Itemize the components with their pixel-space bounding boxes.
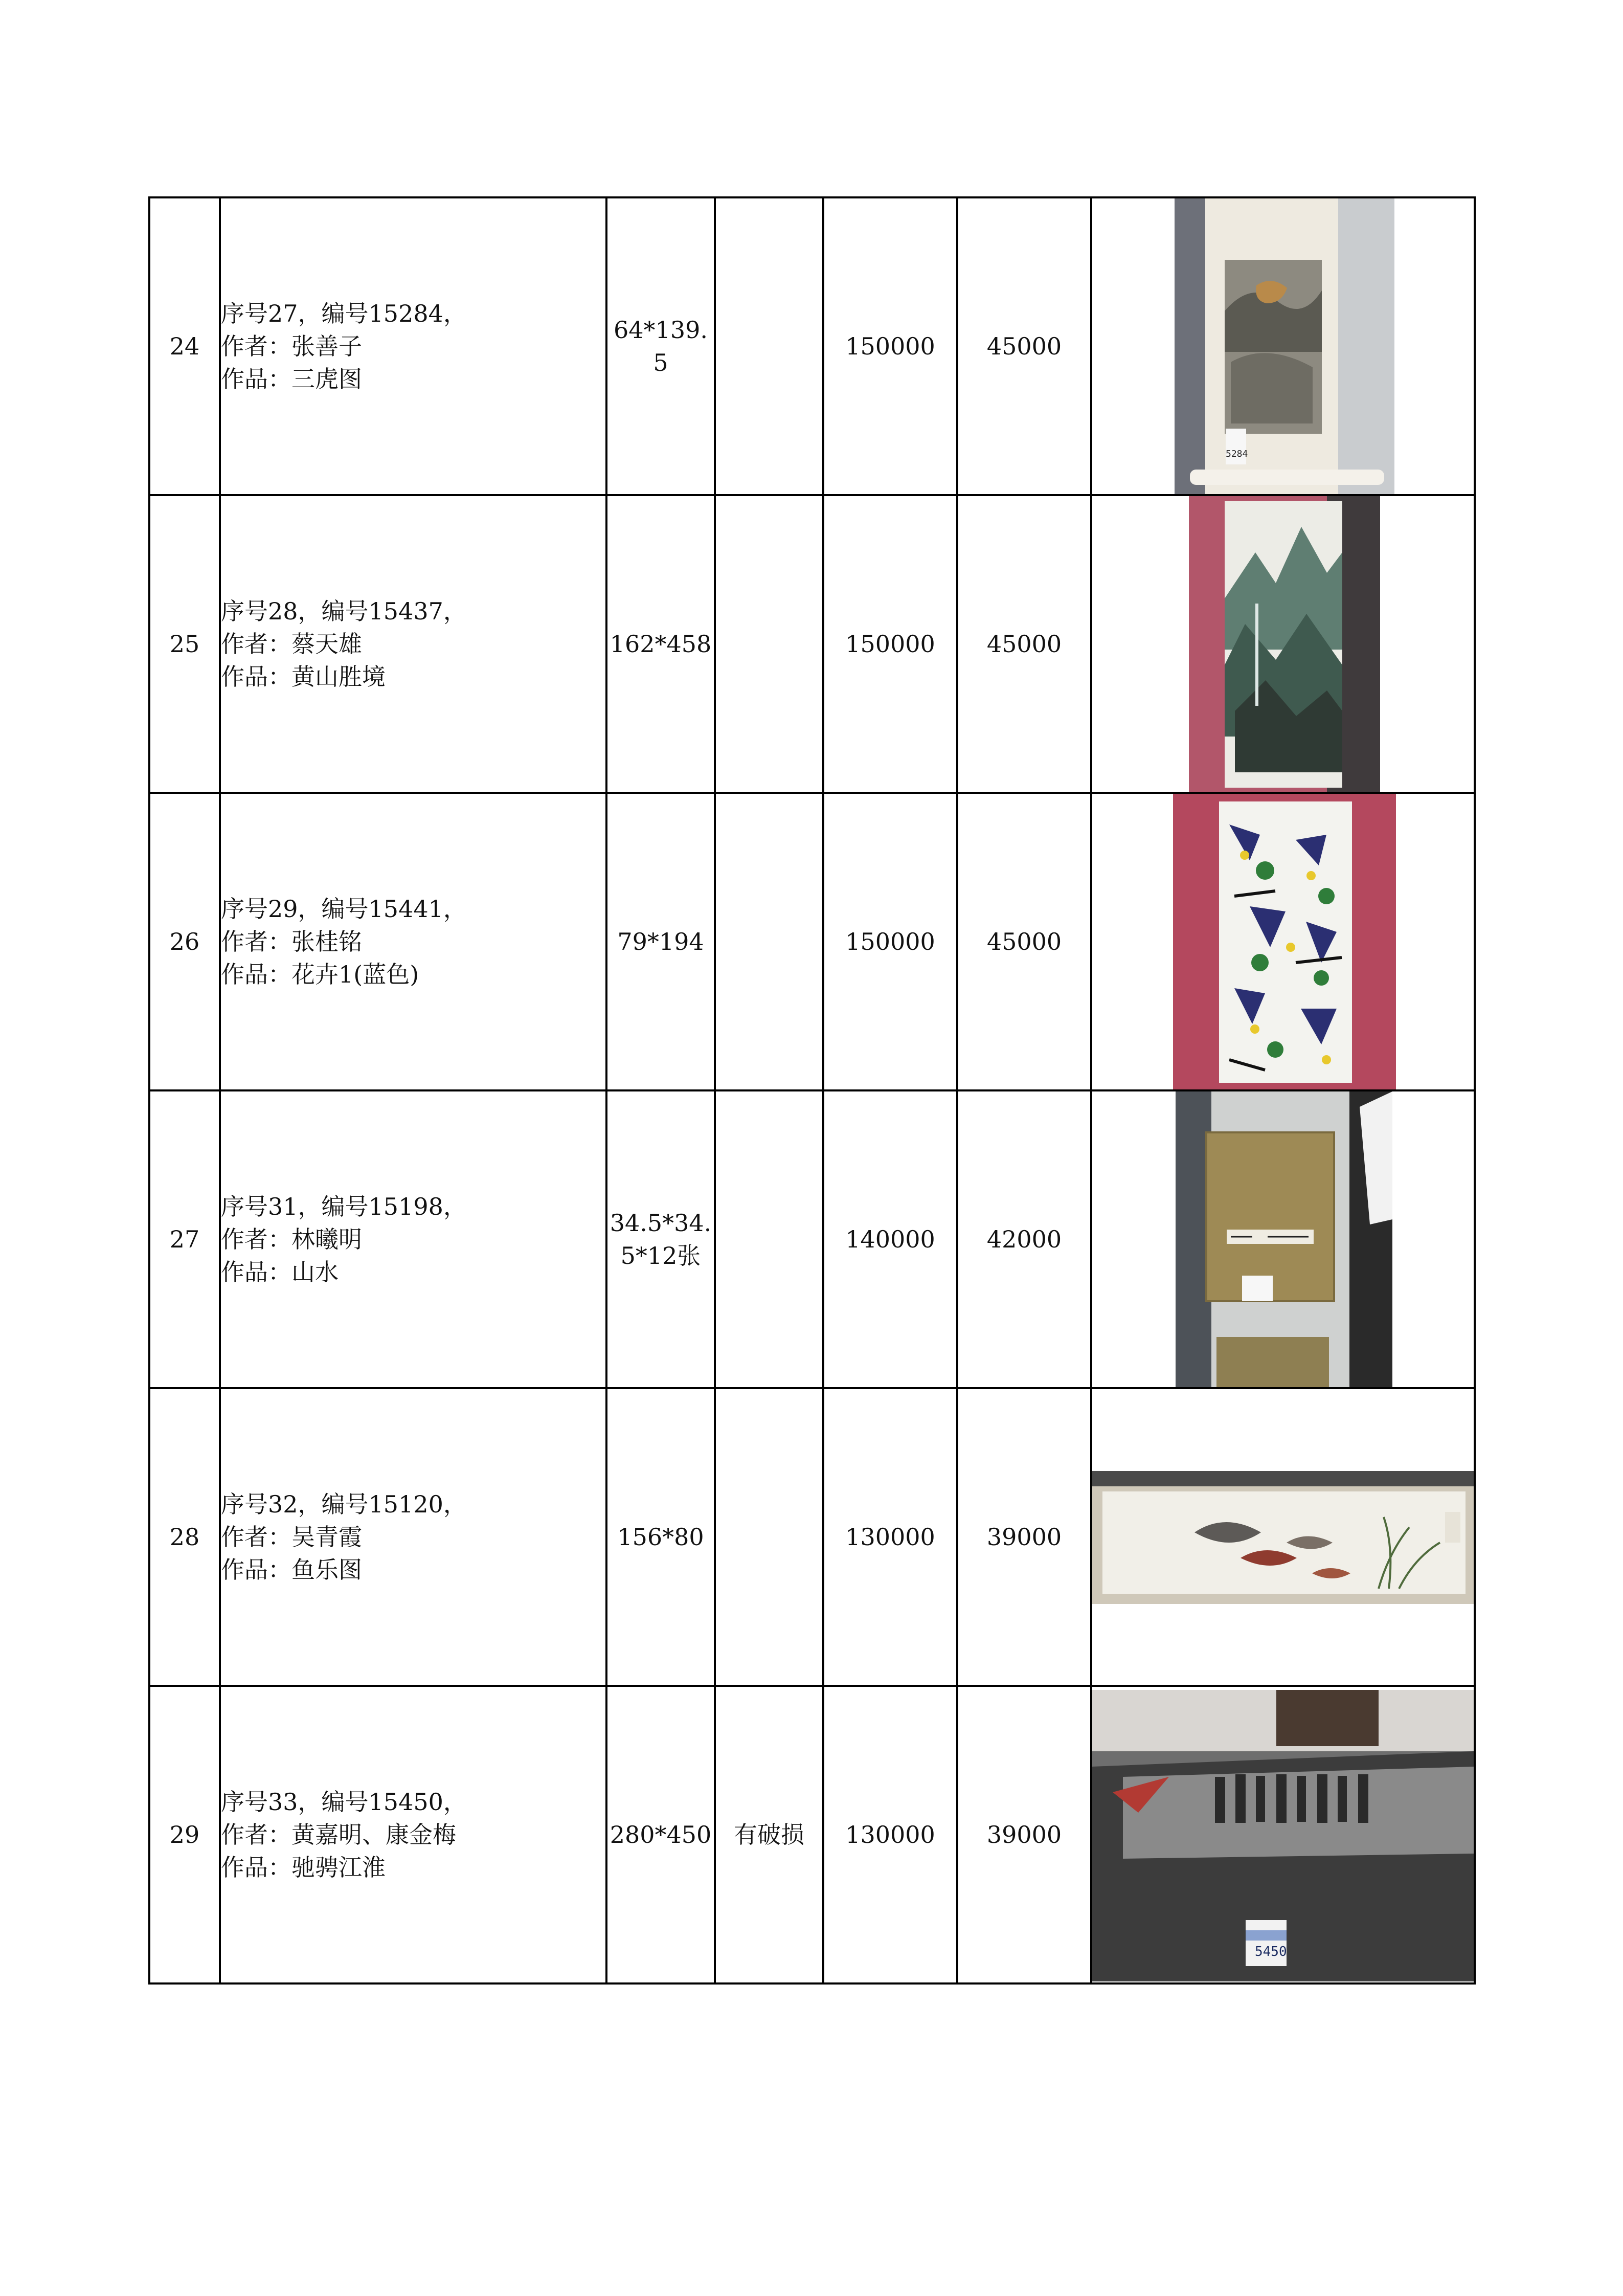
lot-number: 序号33，编号15450， (221, 1788, 467, 1816)
artwork-size: 280*450 (606, 1686, 715, 1983)
price: 130000 (823, 1388, 957, 1686)
deposit: 45000 (957, 793, 1091, 1090)
artwork-description (220, 1090, 606, 1388)
condition-note (715, 197, 823, 495)
condition-note: 有破损 (715, 1686, 823, 1983)
artwork-size: 64*139.5 (606, 197, 715, 495)
artwork-size: 162*458 (606, 495, 715, 793)
lot-number: 序号29，编号15441， (221, 895, 467, 923)
artwork-description (220, 495, 606, 793)
condition-note (715, 1388, 823, 1686)
artist: 作者：黄嘉明、康金梅 (221, 1821, 456, 1848)
row-index: 29 (149, 1686, 220, 1983)
price: 150000 (823, 793, 957, 1090)
landscape-scroll-photo (1189, 496, 1380, 792)
flower-painting-photo (1173, 794, 1396, 1089)
artwork-title: 作品：驰骋江淮 (221, 1854, 386, 1881)
artwork-size: 156*80 (606, 1388, 715, 1686)
deposit: 42000 (957, 1090, 1091, 1388)
row-index: 25 (149, 495, 220, 793)
price: 150000 (823, 495, 957, 793)
label-tag: 5284 (1226, 449, 1248, 459)
artwork-title: 作品：花卉1(蓝色) (221, 961, 419, 988)
artwork-description (220, 197, 606, 495)
lot-number: 序号31，编号15198， (221, 1193, 467, 1220)
artwork-size: 79*194 (606, 793, 715, 1090)
artwork-size: 34.5*34.5*12张 (606, 1090, 715, 1388)
lot-number: 序号27，编号15284， (221, 300, 467, 327)
artwork-title: 作品：鱼乐图 (221, 1556, 362, 1584)
price: 140000 (823, 1090, 957, 1388)
deposit: 45000 (957, 495, 1091, 793)
condition-note (715, 495, 823, 793)
photo-cell (1091, 495, 1475, 793)
deposit: 45000 (957, 197, 1091, 495)
artwork-description (220, 1686, 606, 1983)
table-row (149, 197, 1475, 495)
row-index: 27 (149, 1090, 220, 1388)
row-index: 26 (149, 793, 220, 1090)
artwork-title: 作品：山水 (221, 1258, 339, 1286)
photo-cell (1091, 1686, 1475, 1983)
label-tag: 5450 (1255, 1944, 1287, 1959)
lot-number: 序号28，编号15437， (221, 597, 467, 625)
price: 130000 (823, 1686, 957, 1983)
deposit: 39000 (957, 1388, 1091, 1686)
table-row (149, 1090, 1475, 1388)
condition-note (715, 1090, 823, 1388)
row-index: 24 (149, 197, 220, 495)
ink-painting-photo (1092, 1690, 1474, 1981)
artist: 作者：吴青霞 (221, 1523, 362, 1551)
table-row (149, 1686, 1475, 1983)
artwork-description (220, 793, 606, 1090)
artist: 作者：张桂铭 (221, 928, 362, 955)
photo-cell (1091, 197, 1475, 495)
lot-number: 序号32，编号15120， (221, 1490, 467, 1518)
table-row (149, 495, 1475, 793)
price: 150000 (823, 197, 957, 495)
artist: 作者：林曦明 (221, 1225, 362, 1253)
tiger-scroll-photo (1175, 198, 1394, 494)
artist: 作者：张善子 (221, 332, 362, 360)
table-row (149, 793, 1475, 1090)
table-row (149, 1388, 1475, 1686)
artist: 作者：蔡天雄 (221, 630, 362, 658)
artwork-table (148, 196, 1476, 1985)
condition-note (715, 793, 823, 1090)
deposit: 39000 (957, 1686, 1091, 1983)
photo-cell (1091, 1388, 1475, 1686)
photo-cell (1091, 793, 1475, 1090)
artwork-title: 作品：黄山胜境 (221, 663, 386, 690)
album-box-photo (1176, 1091, 1392, 1387)
artwork-description (220, 1388, 606, 1686)
photo-cell (1091, 1090, 1475, 1388)
row-index: 28 (149, 1388, 220, 1686)
artwork-title: 作品：三虎图 (221, 365, 362, 393)
fish-painting-photo (1092, 1471, 1474, 1604)
